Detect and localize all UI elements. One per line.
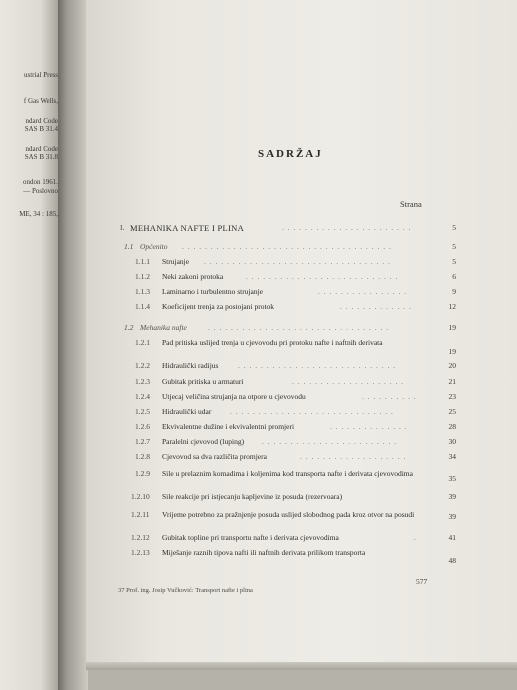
toc-section	[0, 324, 517, 335]
toc-entry	[0, 470, 517, 490]
toc-page: 28	[448, 422, 456, 431]
toc-entry	[0, 438, 517, 449]
toc-entry	[0, 339, 517, 359]
page-edge	[86, 662, 517, 670]
toc-number: 1.2.1	[135, 338, 150, 347]
toc-number: 1.1.2	[135, 272, 150, 281]
toc-number: 1.1	[124, 242, 134, 251]
toc-page: 39	[448, 492, 456, 501]
toc-entry	[0, 378, 517, 389]
toc-page: 5	[452, 242, 456, 251]
toc-page: 23	[448, 392, 456, 401]
toc-number: 1.2.12	[131, 533, 150, 542]
toc-page: 5	[452, 223, 456, 232]
toc-page: 6	[452, 272, 456, 281]
toc-page: 35	[448, 474, 456, 483]
toc-entry	[0, 303, 517, 314]
toc-page: 20	[448, 361, 456, 370]
left-page-line: f Gas Wells,	[23, 97, 58, 105]
toc-label: Koeficijent trenja za postojani protok	[162, 302, 275, 311]
leader-dots: . . . . . . . . . . . . . . . . . . . .	[292, 378, 405, 386]
toc-number: 1.2.9	[135, 469, 150, 478]
toc-page: 30	[448, 437, 456, 446]
toc-label: Laminarno i turbulentno strujanje	[162, 287, 264, 296]
leader-dots: . . . . . . . . . .	[362, 393, 417, 401]
toc-entry	[0, 273, 517, 284]
left-page-line: — Poslovno	[23, 187, 58, 195]
toc-number: 1.2.11	[131, 510, 150, 519]
toc-number: 1.2.6	[135, 422, 150, 431]
toc-entry	[0, 362, 517, 373]
leader-dots: . . . . . . . . . . . . . . . . . . . . . . .	[282, 224, 412, 232]
toc-label: Gubitak pritiska u armaturi	[162, 377, 244, 386]
toc-number: 1.2	[124, 323, 134, 332]
leader-dots: . . . . . . . . . . . . .	[340, 303, 412, 311]
toc-label: Miješanje raznih tipova nafti ili naftnih derivata prilikom transporta	[162, 548, 366, 557]
toc-number: 1.2.2	[135, 361, 150, 370]
toc-section	[0, 243, 517, 254]
toc-label: Cjevovod sa dva različita promjera	[162, 452, 267, 461]
toc-label: Hidraulički radijus	[162, 361, 219, 370]
leader-dots: . . . . . . . . . . . . . . . . . . . . . . . . . . . . .	[230, 408, 394, 416]
toc-page: 25	[448, 407, 456, 416]
toc-label: MEHANIKA NAFTE I PLINA	[130, 223, 245, 233]
page-title: SADRŽAJ	[258, 148, 323, 160]
toc-chapter	[0, 224, 517, 235]
toc-page: 39	[448, 512, 456, 521]
toc-number: 1.1.4	[135, 302, 150, 311]
toc-label: Sile u prelaznim komadima i koljenima kod transporta nafte i derivata cjevovodima	[162, 469, 413, 478]
toc-label: Gubitak topline pri transportu nafte i derivata cjevovodima	[162, 533, 339, 542]
toc-entry	[0, 408, 517, 419]
toc-entry	[0, 423, 517, 434]
toc-entry	[0, 453, 517, 464]
leader-dots: . . . . . . . . . . . . . .	[330, 423, 408, 431]
leader-dots: . . . . . . . . . . . . . . . . . . . . . . . . . . . . . . . . . . . . .	[182, 243, 392, 251]
left-page-line: ndard Code	[25, 117, 58, 125]
toc-entry	[0, 288, 517, 299]
leader-dots: . . . . . . . . . . . . . . . . . . . . . . . . . . .	[246, 273, 399, 281]
page-column-label: Strana	[400, 199, 422, 209]
left-page-line: ME, 34 : 185,	[19, 210, 58, 218]
leader-dots: . . . . . . . . . . . . . . . . . . . . . . . . . . . . . . . . .	[204, 258, 391, 266]
toc-label: Strujanje	[162, 257, 190, 266]
toc-page: 9	[452, 287, 456, 296]
leader-dots: . . . . . . . . . . . . . . . . . . . . . . . . . . . . . . . .	[208, 324, 390, 332]
leader-dots: .	[414, 534, 417, 542]
toc-number: 1.1.1	[135, 257, 150, 266]
toc-number: 1.2.5	[135, 407, 150, 416]
left-page-line: ustrial Press	[23, 71, 58, 79]
toc-entry	[0, 493, 517, 504]
toc-label: Neki zakoni protoka	[162, 272, 224, 281]
toc-entry	[0, 393, 517, 404]
leader-dots: . . . . . . . . . . . . . . . . . . .	[300, 453, 407, 461]
toc-label: Vrijeme potrebno za pražnjenje posuda uslijed slobodnog pada kroz otvor na posudi	[162, 510, 415, 519]
left-page-line: ndard Code	[25, 145, 58, 153]
toc-number: 1.2.7	[135, 437, 150, 446]
toc-label: Mehanika nafte	[140, 323, 187, 332]
toc-entry	[0, 511, 517, 531]
toc-label: Paralelni cjevovod (luping)	[162, 437, 245, 446]
page-number: 577	[416, 577, 428, 586]
toc-page: 5	[452, 257, 456, 266]
leader-dots: . . . . . . . . . . . . . . . .	[318, 288, 408, 296]
toc-number: 1.2.10	[131, 492, 150, 501]
toc-page: 34	[448, 452, 456, 461]
toc-page: 41	[448, 533, 456, 542]
toc-label: Utjecaj veličina strujanja na otpore u cjevovodu	[162, 392, 306, 401]
toc-number: 1.2.8	[135, 452, 150, 461]
toc-number: 1.1.3	[135, 287, 150, 296]
toc-number: I.	[120, 223, 125, 232]
toc-label: Pad pritiska uslijed trenja u cjevovodu pri protoku nafte i naftnih derivata	[162, 338, 383, 347]
page-footer: 37 Prof. ing. Josip Vučković: Transport nafte i plina	[118, 587, 253, 594]
toc-label: Sile reakcije pri istjecanju kapljevine iz posuda (rezervoara)	[162, 492, 343, 501]
toc-page: 48	[448, 556, 456, 565]
toc-label: Hidraulički udar	[162, 407, 212, 416]
toc-number: 1.2.4	[135, 392, 150, 401]
left-page-line: SAS B 31.8	[24, 153, 58, 161]
toc-number: 1.2.13	[131, 548, 150, 557]
toc-entry	[0, 549, 517, 569]
left-page-line: ondon 1961.	[23, 178, 58, 186]
toc-number: 1.2.3	[135, 377, 150, 386]
toc-page: 12	[448, 302, 456, 311]
toc-page: 19	[448, 347, 456, 356]
toc-page: 21	[448, 377, 456, 386]
toc-entry	[0, 534, 517, 545]
toc-entry	[0, 258, 517, 269]
left-page-line: SAS B 31.4	[24, 125, 58, 133]
leader-dots: . . . . . . . . . . . . . . . . . . . . . . . .	[262, 438, 398, 446]
toc-page: 19	[448, 323, 456, 332]
toc-label: Općenito	[140, 242, 168, 251]
leader-dots: . . . . . . . . . . . . . . . . . . . . . . . . . . . .	[238, 362, 397, 370]
toc-label: Ekvivalentne dužine i ekvivalentni promjeri	[162, 422, 295, 431]
